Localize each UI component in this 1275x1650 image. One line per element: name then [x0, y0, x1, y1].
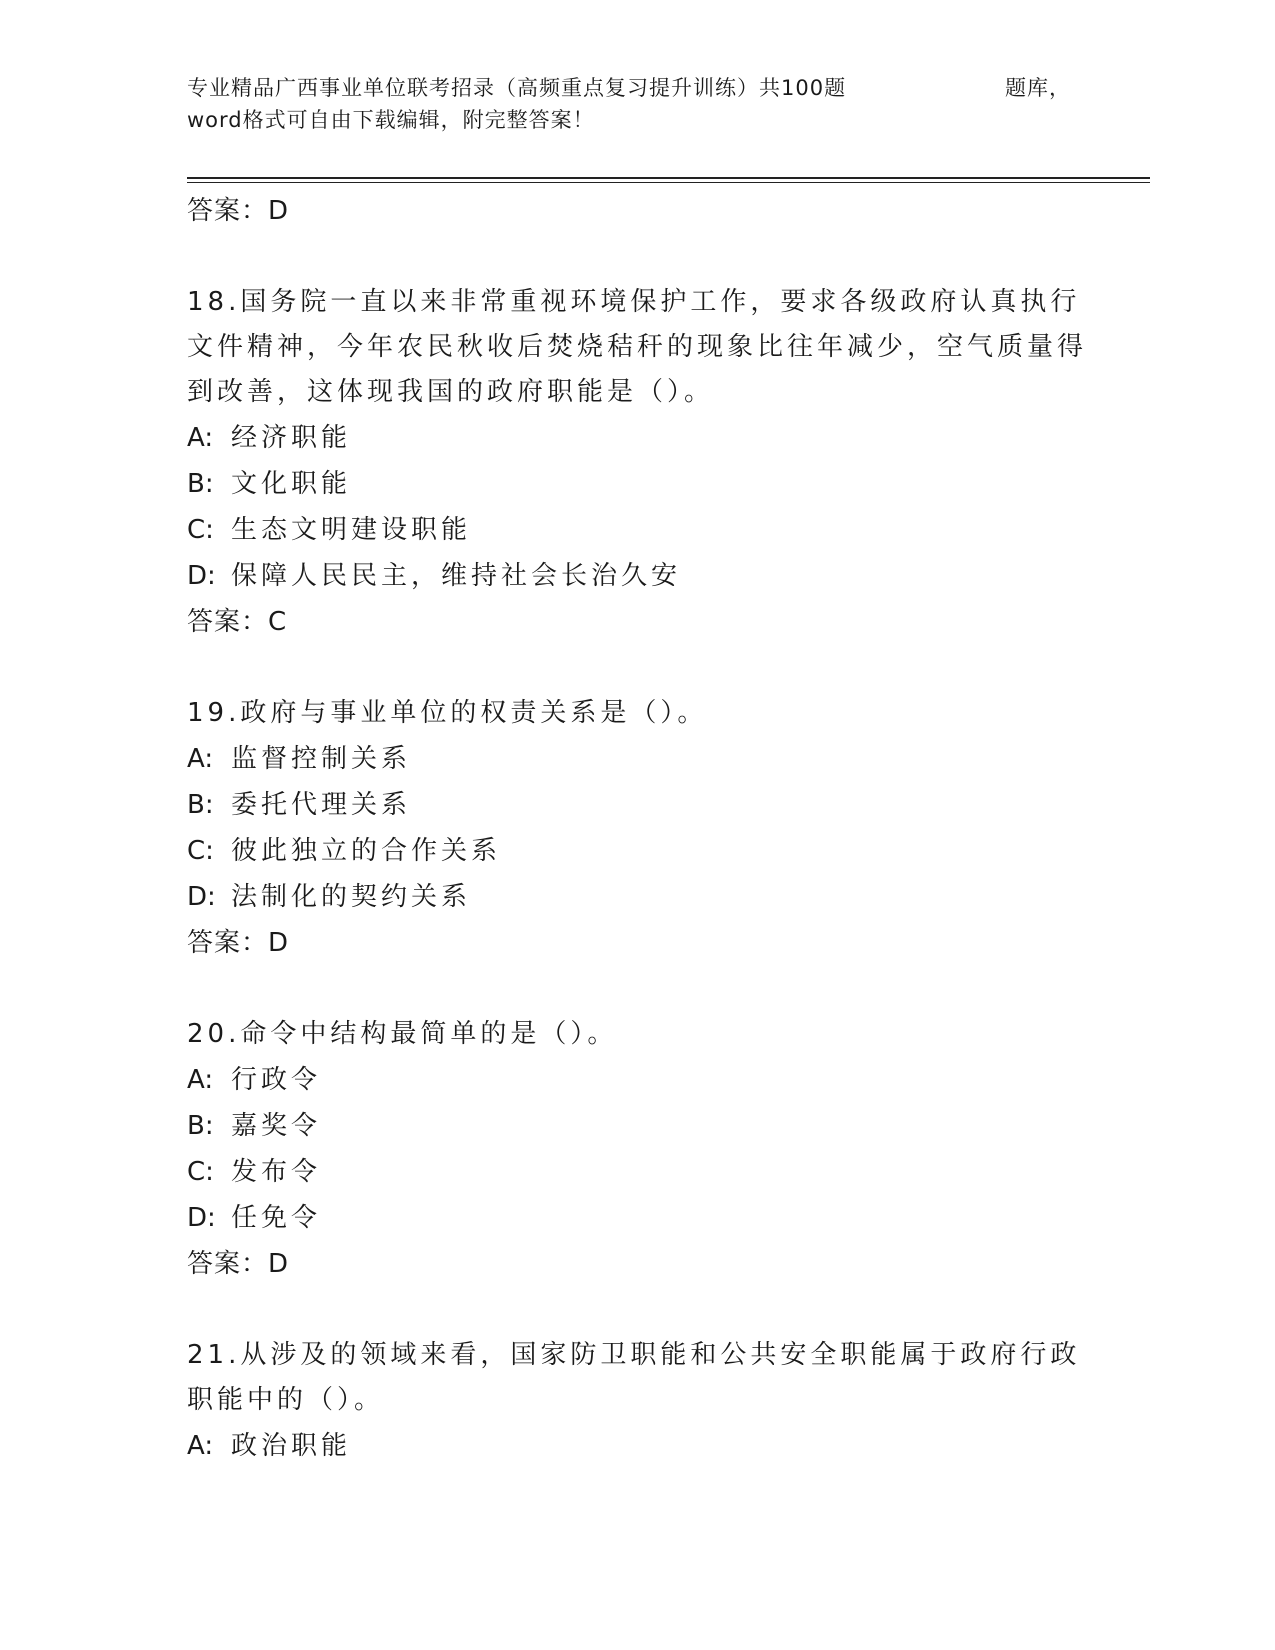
question-block — [187, 280, 1087, 645]
option-key: A: — [187, 423, 214, 453]
option-text: 任免令 — [231, 1203, 322, 1233]
header-suffix: 题库， — [1005, 76, 1071, 100]
option-text: 经济职能 — [231, 423, 352, 453]
option-text: 发布令 — [231, 1157, 322, 1187]
option-d — [187, 874, 1087, 920]
answer-line — [187, 599, 1087, 645]
option-d — [187, 553, 1087, 599]
option-text: 彼此独立的合作关系 — [231, 836, 502, 866]
option-text: 法制化的契约关系 — [231, 882, 472, 912]
question-block — [187, 1012, 1087, 1287]
page-header — [187, 72, 1071, 136]
question-stem: 21.从涉及的领域来看，国家防卫职能和公共安全职能属于政府行政职能中的（）。 — [187, 1340, 1081, 1415]
option-key: D: — [187, 1203, 216, 1233]
question-stem: 19.政府与事业单位的权责关系是（）。 — [187, 698, 708, 728]
option-key: D: — [187, 561, 216, 591]
answer-label: 答案： — [187, 607, 269, 637]
answer-line — [187, 920, 1087, 966]
answer-value: D — [268, 928, 290, 958]
option-b — [187, 461, 1087, 507]
question-stem: 18.国务院一直以来非常重视环境保护工作，要求各级政府认真执行文件精神，今年农民秋收后焚烧秸秆的现象比往年减少，空气质量得到改善，这体现我国的政府职能是（）。 — [187, 287, 1088, 407]
option-text: 嘉奖令 — [231, 1111, 322, 1141]
answer-value: D — [268, 196, 290, 226]
answer-value: C — [268, 607, 288, 637]
option-key: C: — [187, 515, 214, 545]
header-divider-thick — [187, 177, 1150, 179]
answer-value: D — [268, 1249, 290, 1279]
option-text: 委托代理关系 — [231, 790, 412, 820]
option-text: 保障人民民主，维持社会长治久安 — [231, 561, 682, 591]
option-a — [187, 1423, 1087, 1469]
option-text: 政治职能 — [231, 1431, 352, 1461]
answer-label: 答案： — [187, 928, 269, 958]
option-key: C: — [187, 1157, 214, 1187]
answer-label: 答案： — [187, 196, 269, 226]
option-key: D: — [187, 882, 216, 912]
option-c — [187, 507, 1087, 553]
answer-label: 答案： — [187, 1249, 269, 1279]
option-c — [187, 1149, 1087, 1195]
answer-line — [187, 188, 1087, 234]
option-a — [187, 415, 1087, 461]
question-block — [187, 1333, 1087, 1469]
option-text: 行政令 — [231, 1065, 322, 1095]
header-title: 专业精品广西事业单位联考招录（高频重点复习提升训练）共100题 — [187, 76, 847, 100]
option-text: 监督控制关系 — [231, 744, 412, 774]
header-line-2: word格式可自由下载编辑，附完整答案！ — [187, 108, 595, 132]
option-c — [187, 828, 1087, 874]
question-block — [187, 691, 1087, 966]
option-d — [187, 1195, 1087, 1241]
option-a — [187, 736, 1087, 782]
option-key: C: — [187, 836, 214, 866]
option-key: B: — [187, 790, 214, 820]
option-key: B: — [187, 1111, 214, 1141]
option-key: A: — [187, 744, 214, 774]
option-text: 文化职能 — [231, 469, 352, 499]
option-b — [187, 782, 1087, 828]
question-stem: 20.命令中结构最简单的是（）。 — [187, 1019, 618, 1049]
option-key: A: — [187, 1431, 214, 1461]
header-line-1 — [187, 72, 1071, 104]
question-content — [187, 188, 1087, 1469]
answer-line — [187, 1241, 1087, 1287]
option-key: B: — [187, 469, 214, 499]
option-b — [187, 1103, 1087, 1149]
option-text: 生态文明建设职能 — [231, 515, 472, 545]
option-a — [187, 1057, 1087, 1103]
header-divider-thin — [187, 182, 1150, 183]
option-key: A: — [187, 1065, 214, 1095]
